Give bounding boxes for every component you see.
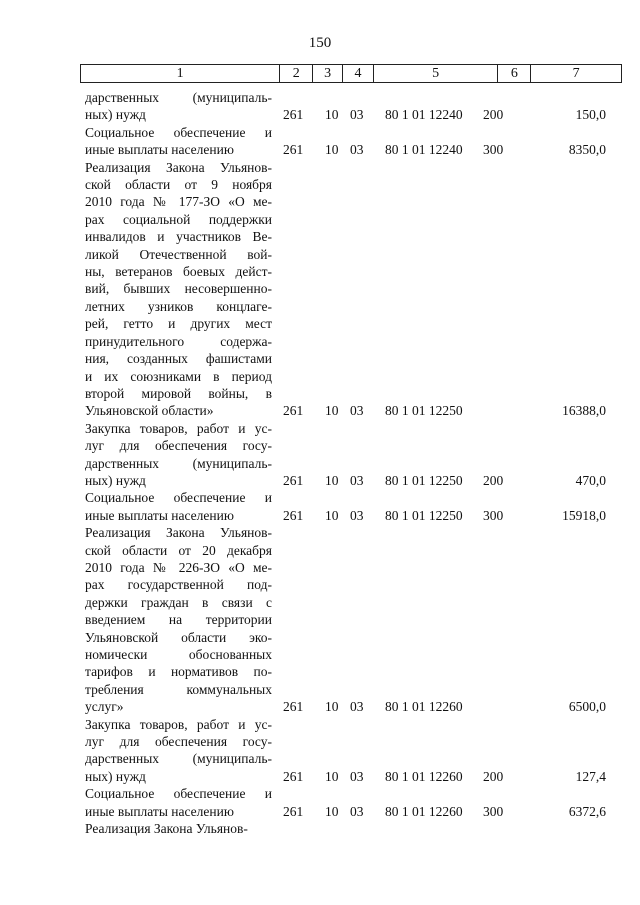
section-code: 10 (325, 142, 339, 158)
description-line: услуг» (85, 699, 124, 715)
target-article-code: 80 1 01 12250 (385, 507, 463, 523)
subsection-code: 03 (350, 472, 364, 488)
expense-type-code: 200 (483, 768, 504, 784)
description-line: рей, гетто и других мест (85, 316, 272, 332)
description-line: Социальное обеспечение и (85, 786, 272, 802)
table-row (85, 716, 622, 786)
header-col-6: 6 (498, 65, 531, 82)
header-col-1: 1 (81, 65, 280, 82)
subsection-code: 03 (350, 699, 364, 715)
header-col-7: 7 (572, 66, 580, 81)
section-code: 10 (325, 803, 339, 819)
description-line: ных) нужд (85, 768, 146, 784)
description-line: ных) нужд (85, 107, 146, 123)
target-article-code: 80 1 01 12240 (385, 142, 463, 158)
amount: 6500,0 (568, 699, 606, 715)
description-line: ской области от 9 ноября (85, 177, 272, 193)
section-code: 10 (325, 768, 339, 784)
amount: 8350,0 (568, 142, 606, 158)
description-line: летних узников концлаге- (85, 298, 272, 314)
section-code: 10 (325, 507, 339, 523)
header-col-4: 4 (343, 65, 374, 82)
amount: 16388,0 (562, 403, 606, 419)
row-codes (85, 106, 622, 123)
description-line: рах государственной под- (85, 577, 272, 593)
table-row (85, 89, 622, 124)
budget-table (85, 89, 622, 837)
section-code: 10 (325, 107, 339, 123)
description-line: Реализация Закона Ульянов- (85, 525, 272, 541)
page-number: 150 (308, 35, 332, 51)
subsection-code: 03 (350, 803, 364, 819)
row-codes (85, 402, 622, 419)
row-codes (85, 768, 622, 785)
description-line: иные выплаты населению (85, 803, 234, 819)
description-line: и их союзниками в период (85, 368, 272, 384)
amount: 470,0 (575, 472, 606, 488)
amount: 150,0 (575, 107, 606, 123)
expense-type-code: 300 (483, 803, 504, 819)
description-line: дарственных (муниципаль- (85, 455, 272, 471)
description-line: номически обоснованных (85, 647, 272, 662)
target-article-code: 80 1 01 12240 (385, 107, 463, 123)
subsection-code: 03 (350, 768, 364, 784)
table-row (85, 489, 622, 524)
description-line: вий, бывших несовершенно- (85, 281, 272, 297)
description-line: Закупка товаров, работ и ус- (85, 420, 272, 436)
description-line: ния, созданных фашистами (85, 351, 272, 367)
subsection-code: 03 (350, 107, 364, 123)
description-line: Социальное обеспечение и (85, 124, 272, 140)
description-line: 2010 года № 177-ЗО «О ме- (85, 194, 272, 210)
table-header (80, 64, 622, 83)
table-row (85, 820, 622, 837)
description-line: ны, ветеранов боевых дейст- (85, 264, 272, 280)
description-line: ской области от 20 декабря (85, 542, 272, 558)
ministry-code: 261 (283, 768, 304, 784)
description-line: иные выплаты населению (85, 142, 234, 158)
header-col-3: 3 (313, 65, 343, 82)
expense-type-code: 200 (483, 472, 504, 488)
target-article-code: 80 1 01 12260 (385, 768, 463, 784)
description-line: Реализация Закона Ульянов- (85, 821, 248, 837)
row-codes (85, 507, 622, 524)
description-line: ликой Отечественной вой- (85, 246, 272, 262)
description-line: принудительного содержа- (85, 333, 272, 349)
target-article-code: 80 1 01 12250 (385, 403, 463, 419)
subsection-code: 03 (350, 403, 364, 419)
ministry-code: 261 (283, 507, 304, 523)
row-codes (85, 820, 622, 837)
description-line: ных) нужд (85, 472, 146, 488)
subsection-code: 03 (350, 142, 364, 158)
section-code: 10 (325, 403, 339, 419)
description-line: иные выплаты населению (85, 507, 234, 523)
description-line: тарифов и нормативов по- (85, 664, 272, 680)
ministry-code: 261 (283, 803, 304, 819)
row-description (85, 524, 272, 715)
description-line: луг для обеспечения госу- (85, 734, 272, 750)
amount: 127,4 (575, 768, 606, 784)
table-row (85, 124, 622, 159)
row-codes (85, 803, 622, 820)
table-row (85, 785, 622, 820)
table-row (85, 159, 622, 420)
target-article-code: 80 1 01 12260 (385, 803, 463, 819)
table-row (85, 524, 622, 715)
description-line: Закупка товаров, работ и ус- (85, 716, 272, 732)
ministry-code: 261 (283, 403, 304, 419)
description-line: дарственных (муниципаль- (85, 751, 272, 767)
amount: 6372,6 (568, 803, 606, 819)
subsection-code: 03 (350, 507, 364, 523)
section-code: 10 (325, 472, 339, 488)
amount: 15918,0 (562, 507, 606, 523)
description-line: держки граждан в связи с (85, 594, 272, 610)
description-line: требления коммунальных (85, 681, 272, 697)
expense-type-code: 300 (483, 142, 504, 158)
row-description (85, 159, 272, 420)
ministry-code: 261 (283, 107, 304, 123)
description-line: введением на территории (85, 612, 272, 628)
target-article-code: 80 1 01 12250 (385, 472, 463, 488)
table-row (85, 420, 622, 490)
ministry-code: 261 (283, 142, 304, 158)
ministry-code: 261 (283, 699, 304, 715)
description-line: Ульяновской области эко- (85, 629, 272, 645)
description-line: второй мировой войны, в (85, 385, 272, 401)
description-line: рах социальной поддержки (85, 211, 272, 227)
row-codes (85, 472, 622, 489)
description-line: луг для обеспечения госу- (85, 438, 272, 454)
description-line: 2010 года № 226-ЗО «О ме- (85, 559, 272, 575)
expense-type-code: 300 (483, 507, 504, 523)
description-line: Социальное обеспечение и (85, 490, 272, 506)
row-codes (85, 141, 622, 158)
description-line: дарственных (муниципаль- (85, 90, 272, 105)
section-code: 10 (325, 699, 339, 715)
ministry-code: 261 (283, 472, 304, 488)
target-article-code: 80 1 01 12260 (385, 699, 463, 715)
description-line: инвалидов и участников Ве- (85, 229, 272, 245)
header-col-2: 2 (280, 65, 313, 82)
description-line: Ульяновской области» (85, 403, 214, 419)
row-codes (85, 698, 622, 715)
expense-type-code: 200 (483, 107, 504, 123)
description-line: Реализация Закона Ульянов- (85, 159, 272, 175)
header-col-5: 5 (374, 65, 499, 82)
